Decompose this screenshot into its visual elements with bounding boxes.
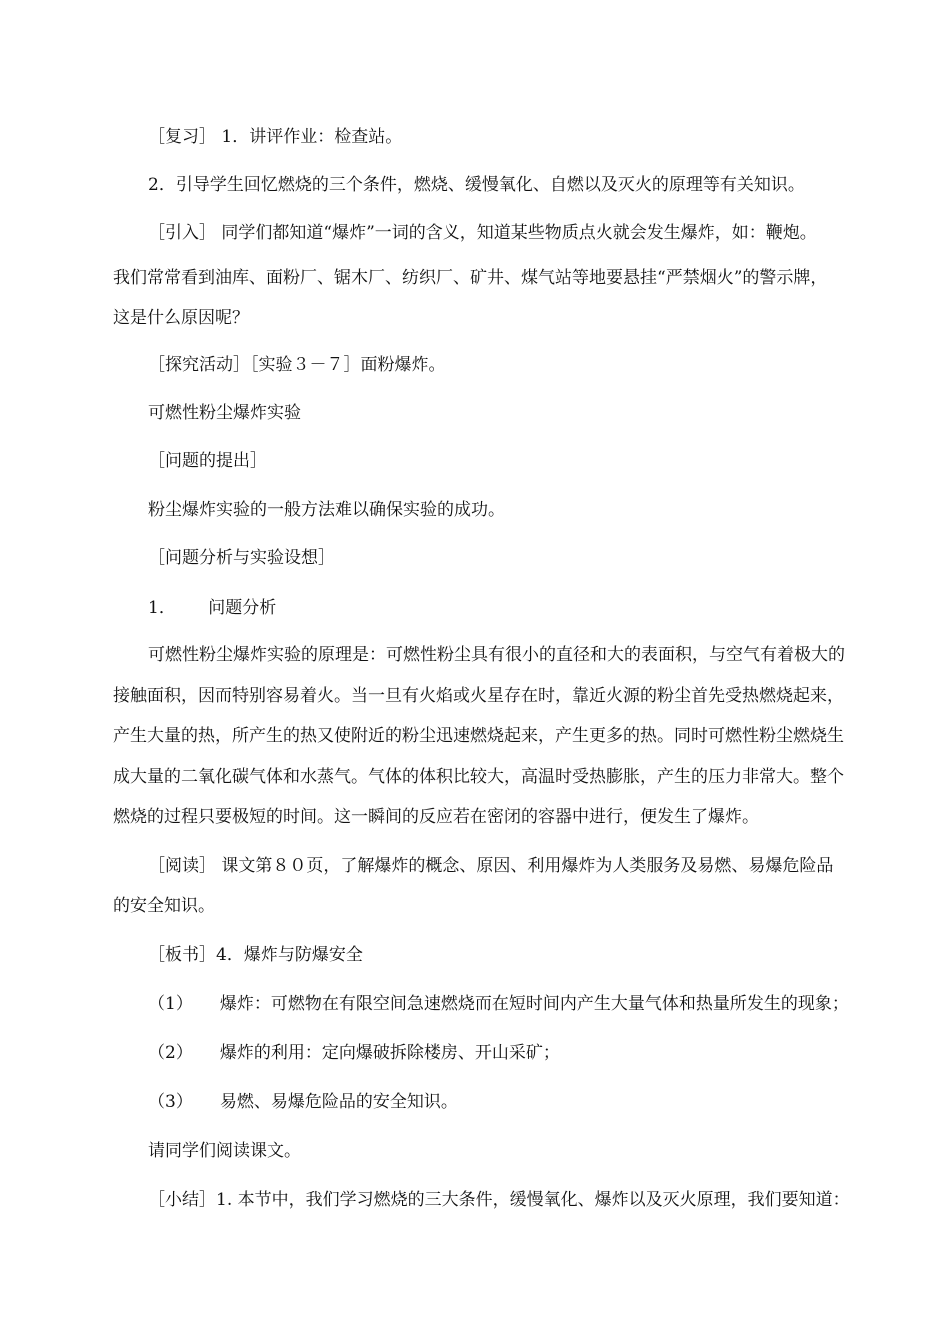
principle-line-4: 成大量的二氧化碳气体和水蒸气。气体的体积比较大，高温时受热膨胀，产生的压力非常大。整个 — [113, 767, 844, 787]
reading-line-2: 的安全知识。 — [113, 896, 215, 916]
problem-heading: ［问题的提出］ — [148, 451, 267, 471]
activity-heading: ［探究活动］［实验３－７］面粉爆炸。 — [148, 355, 446, 375]
intro-line-3: 这是什么原因呢？ — [113, 308, 249, 328]
principle-line-3: 产生大量的热，所产生的热又使附近的粉尘迅速燃烧起来，产生更多的热。同时可燃性粉尘燃烧生 — [113, 726, 844, 746]
reading-instruction: 请同学们阅读课文。 — [148, 1141, 301, 1161]
principle-line-1: 可燃性粉尘爆炸实验的原理是：可燃性粉尘具有很小的直径和大的表面积，与空气有着极大的 — [148, 645, 845, 665]
experiment-title: 可燃性粉尘爆炸实验 — [148, 403, 301, 423]
principle-line-2: 接触面积，因而特别容易着火。当一旦有火焰或火星存在时，靠近火源的粉尘首先受热燃烧起来， — [113, 686, 844, 706]
review-item-2: 2．引导学生回忆燃烧的三个条件，燃烧、缓慢氧化、自燃以及灭火的原理等有关知识。 — [148, 175, 805, 195]
board-item-3: （3） 易燃、易爆危险品的安全知识。 — [148, 1092, 458, 1112]
review-line: ［复习］ 1．讲评作业：检查站。 — [148, 127, 403, 147]
principle-line-5: 燃烧的过程只要极短的时间。这一瞬间的反应若在密闭的容器中进行，便发生了爆炸。 — [113, 807, 759, 827]
board-item-1: （1） 爆炸：可燃物在有限空间急速燃烧而在短时间内产生大量气体和热量所发生的现象； — [148, 994, 849, 1014]
intro-line-2: 我们常常看到油库、面粉厂、锯木厂、纺织厂、矿井、煤气站等地要悬挂“严禁烟火”的警示牌， — [113, 268, 828, 288]
board-item-2: （2） 爆炸的利用：定向爆破拆除楼房、开山采矿； — [148, 1043, 560, 1063]
intro-line-1: ［引入］ 同学们都知道“爆炸”一词的含义，知道某些物质点火就会发生爆炸，如：鞭炮。 — [148, 223, 817, 243]
analysis-heading: ［问题分析与实验设想］ — [148, 548, 335, 568]
board-heading: ［板书］4．爆炸与防爆安全 — [148, 945, 363, 965]
analysis-item-1: 1． 问题分析 — [148, 598, 277, 618]
problem-text: 粉尘爆炸实验的一般方法难以确保实验的成功。 — [148, 500, 505, 520]
reading-line-1: ［阅读］ 课文第８０页，了解爆炸的概念、原因、利用爆炸为人类服务及易燃、易爆危险品 — [148, 856, 834, 876]
summary-line: ［小结］1. 本节中，我们学习燃烧的三大条件，缓慢氧化、爆炸以及灭火原理，我们要知道： — [148, 1190, 850, 1210]
